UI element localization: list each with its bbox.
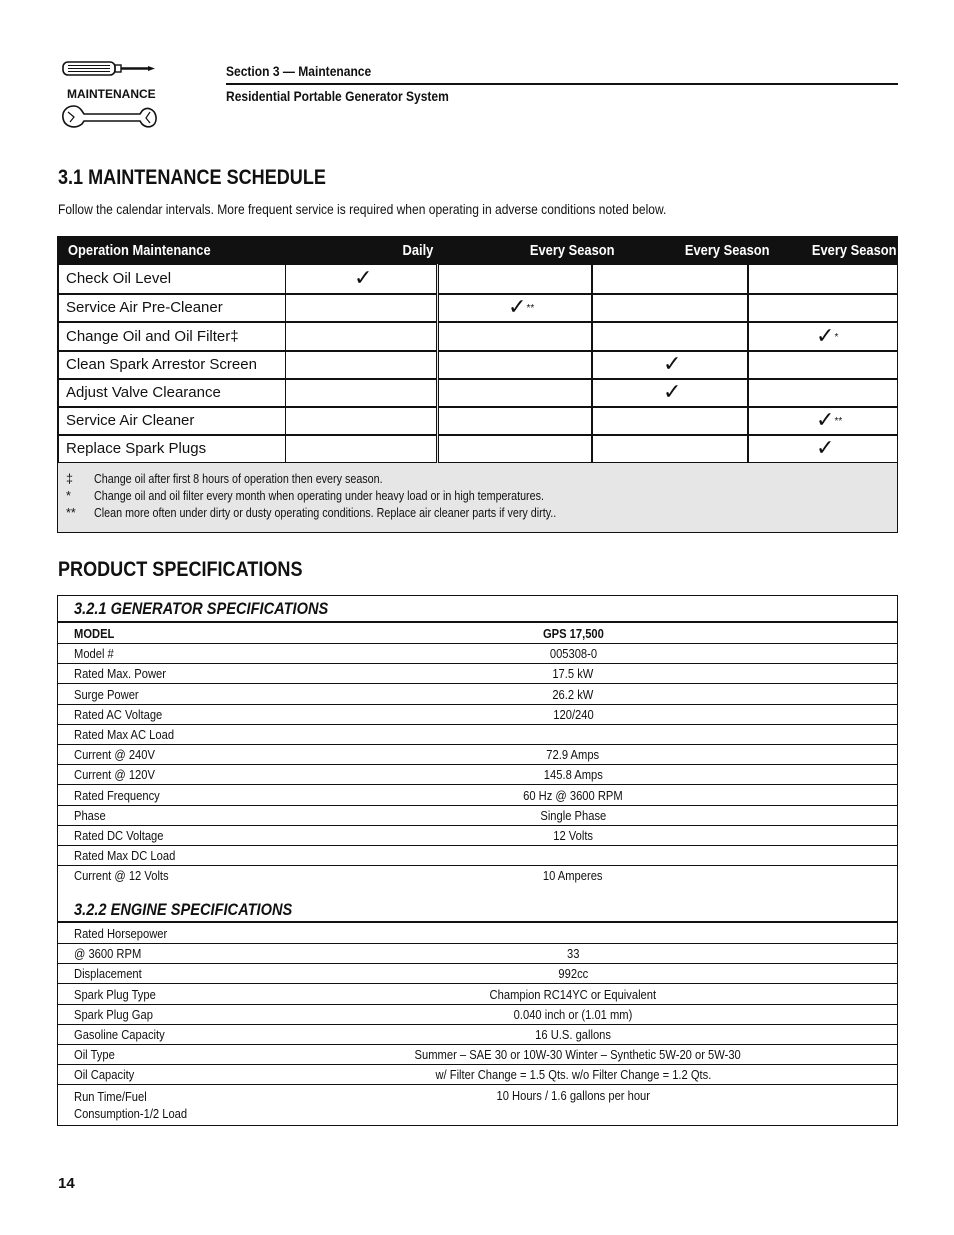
maintenance-logo <box>60 56 160 132</box>
spec-value: 0.040 inch or (1.01 mm) <box>513 1006 633 1022</box>
spec-label: Rated Max. Power <box>74 666 166 682</box>
spec-label: Current @ 240V <box>74 747 155 763</box>
generator-spec-row <box>58 663 897 684</box>
spec-value: 12 Volts <box>553 828 593 843</box>
schedule-cell <box>285 294 437 322</box>
maintenance-schedule-title: 3.1 MAINTENANCE SCHEDULE <box>58 166 326 189</box>
schedule-cell <box>438 294 592 322</box>
spec-label: Phase <box>74 807 106 823</box>
checkmark-icon: ✓* <box>816 322 839 348</box>
schedule-cell <box>592 379 748 407</box>
schedule-row-label: Clean Spark Arrestor Screen <box>66 356 257 373</box>
spec-value: 10 Hours / 1.6 gallons per hour <box>496 1087 650 1103</box>
schedule-cell <box>285 435 437 463</box>
engine-spec-row <box>58 963 897 984</box>
schedule-row <box>58 351 897 379</box>
schedule-cell <box>285 322 437 351</box>
footnote-symbol: ‡ <box>66 472 73 486</box>
spec-label: Spark Plug Gap <box>74 1006 153 1022</box>
wrench-icon <box>60 56 160 132</box>
checkmark-icon: ✓ <box>663 351 682 376</box>
schedule-cell <box>592 435 748 463</box>
spec-label: Rated DC Voltage <box>74 828 164 843</box>
schedule-cell <box>592 351 748 379</box>
document-subtitle: Residential Portable Generator System <box>226 88 449 104</box>
schedule-cell <box>748 322 898 351</box>
logo-label: MAINTENANCE <box>67 87 156 101</box>
schedule-cell <box>748 407 898 435</box>
spec-label: Rated AC Voltage <box>74 706 163 722</box>
schedule-cell <box>285 351 437 379</box>
schedule-cell <box>592 407 748 435</box>
spec-value <box>388 926 758 941</box>
schedule-intro: Follow the calendar intervals. More frequent service is required when operating in adverse conditions noted below. <box>58 201 667 217</box>
engine-spec-row <box>58 1004 897 1025</box>
spec-label: Displacement <box>74 966 142 982</box>
engine-spec-row <box>58 943 897 964</box>
schedule-header-row <box>58 237 897 264</box>
schedule-cell <box>748 264 898 294</box>
generator-spec-row <box>58 865 897 885</box>
spec-value <box>388 727 758 742</box>
checkmark-icon: ✓** <box>508 294 535 319</box>
schedule-cell <box>748 435 898 463</box>
page-number: 14 <box>58 1175 75 1192</box>
engine-spec-row <box>58 1044 897 1065</box>
schedule-cell <box>438 435 592 463</box>
generator-spec-row <box>58 643 897 664</box>
spec-label: Surge Power <box>74 686 139 702</box>
schedule-row-label: Adjust Valve Clearance <box>66 384 221 401</box>
schedule-row-label: Change Oil and Oil Filter‡ <box>66 327 239 345</box>
maintenance-schedule-table <box>57 236 898 533</box>
schedule-cell <box>438 379 592 407</box>
footnote-symbol: * <box>66 489 71 503</box>
checkmark-icon: ✓ <box>354 265 373 290</box>
footnote-mark: * <box>834 331 839 343</box>
footnote-mark: ** <box>526 303 535 314</box>
specifications-table <box>57 595 898 1126</box>
footnote-mark: ** <box>834 416 843 427</box>
spec-value <box>388 848 758 863</box>
spec-label: Rated Frequency <box>74 787 160 803</box>
spec-label: Current @ 12 Volts <box>74 868 169 884</box>
spec-value: 33 <box>566 946 580 962</box>
generator-spec-row <box>58 704 897 725</box>
section-heading: Section 3 — Maintenance <box>226 63 372 79</box>
spec-label: Model # <box>74 646 114 662</box>
checkmark-icon: ✓ <box>816 435 835 460</box>
footnote-text: Change oil and oil filter every month when operating under heavy load or in high temperatures. <box>94 489 544 503</box>
spec-label: MODEL <box>74 626 115 641</box>
spec-value: Single Phase <box>540 807 606 823</box>
spec-label: Run Time/Fuel Consumption-1/2 Load <box>74 1088 188 1121</box>
spec-value: 005308-0 <box>549 646 597 662</box>
col-season-3: Every Season <box>811 242 897 259</box>
schedule-row <box>58 435 897 463</box>
spec-label: Oil Type <box>74 1047 115 1063</box>
spec-label: Rated Horsepower <box>74 926 168 941</box>
spec-label: Rated Max AC Load <box>74 727 175 742</box>
spec-value: 10 Amperes <box>543 868 603 884</box>
generator-spec-row <box>58 805 897 826</box>
generator-spec-row <box>58 764 897 785</box>
spec-label: @ 3600 RPM <box>74 946 142 962</box>
schedule-row-label: Service Air Cleaner <box>66 412 195 429</box>
schedule-cell <box>438 351 592 379</box>
schedule-cell <box>592 264 748 294</box>
schedule-cell <box>285 264 437 294</box>
col-season-1: Every Season <box>529 242 615 259</box>
spec-value: GPS 17,500 <box>542 626 604 641</box>
schedule-row <box>58 294 897 322</box>
schedule-cell <box>748 379 898 407</box>
spec-value: 60 Hz @ 3600 RPM <box>523 787 623 803</box>
engine-spec-row <box>58 923 897 944</box>
checkmark-icon: ✓** <box>816 407 843 432</box>
generator-spec-row <box>58 724 897 745</box>
generator-spec-row <box>58 623 897 644</box>
footnote-symbol: ** <box>66 506 76 520</box>
schedule-cell <box>438 322 592 351</box>
generator-specs-title: 3.2.1 GENERATOR SPECIFICATIONS <box>74 599 329 618</box>
checkmark-icon: ✓ <box>663 379 682 404</box>
header-rule <box>226 83 898 85</box>
col-operation: Operation Maintenance <box>68 242 211 259</box>
spec-value: 145.8 Amps <box>543 767 603 783</box>
schedule-row <box>58 379 897 407</box>
generator-spec-row <box>58 684 897 705</box>
schedule-cell <box>748 351 898 379</box>
schedule-cell <box>592 322 748 351</box>
spec-label: Rated Max DC Load <box>74 848 176 864</box>
spec-value: 26.2 kW <box>552 686 594 702</box>
spec-label: Oil Capacity <box>74 1067 135 1083</box>
engine-specs-title: 3.2.2 ENGINE SPECIFICATIONS <box>74 900 293 919</box>
spec-value: 72.9 Amps <box>546 747 600 763</box>
col-season-2: Every Season <box>684 242 770 259</box>
spec-value: Summer – SAE 30 or 10W-30 Winter – Synthetic 5W-20 or 5W-30 <box>414 1047 741 1063</box>
schedule-cell <box>285 407 437 435</box>
generator-spec-row <box>58 785 897 806</box>
schedule-row <box>58 264 897 294</box>
product-specifications-title: PRODUCT SPECIFICATIONS <box>58 558 303 581</box>
spec-value: 120/240 <box>552 706 594 722</box>
engine-spec-row <box>58 984 897 1005</box>
generator-spec-row <box>58 845 897 866</box>
spec-value: 992cc <box>558 966 588 982</box>
footnote-text: Change oil after first 8 hours of operation then every season. <box>94 472 383 486</box>
engine-spec-row <box>58 1024 897 1045</box>
spec-value: w/ Filter Change = 1.5 Qts. w/o Filter Change = 1.2 Qts. <box>435 1067 711 1083</box>
schedule-cell <box>748 294 898 322</box>
schedule-row-label: Check Oil Level <box>66 270 172 287</box>
spec-label: Current @ 120V <box>74 767 155 783</box>
engine-spec-row <box>58 1085 897 1125</box>
schedule-row <box>58 407 897 435</box>
spec-label: Spark Plug Type <box>74 986 156 1002</box>
footnote-text: Clean more often under dirty or dusty operating conditions. Replace air cleaner parts if very dirty.. <box>94 506 557 520</box>
schedule-cell <box>592 294 748 322</box>
schedule-cell <box>438 264 592 294</box>
generator-spec-row <box>58 744 897 765</box>
spec-value: 16 U.S. gallons <box>535 1027 611 1042</box>
engine-spec-row <box>58 1064 897 1085</box>
schedule-cell <box>285 379 437 407</box>
schedule-cell <box>438 407 592 435</box>
spec-label: Gasoline Capacity <box>74 1027 165 1042</box>
schedule-row-label: Service Air Pre-Cleaner <box>66 299 223 316</box>
generator-spec-row <box>58 825 897 846</box>
schedule-row-label: Replace Spark Plugs <box>66 440 207 457</box>
spec-value: 17.5 kW <box>552 666 594 682</box>
spec-value: Champion RC14YC or Equivalent <box>489 986 657 1002</box>
col-daily: Daily <box>402 242 434 259</box>
schedule-row <box>58 322 897 351</box>
